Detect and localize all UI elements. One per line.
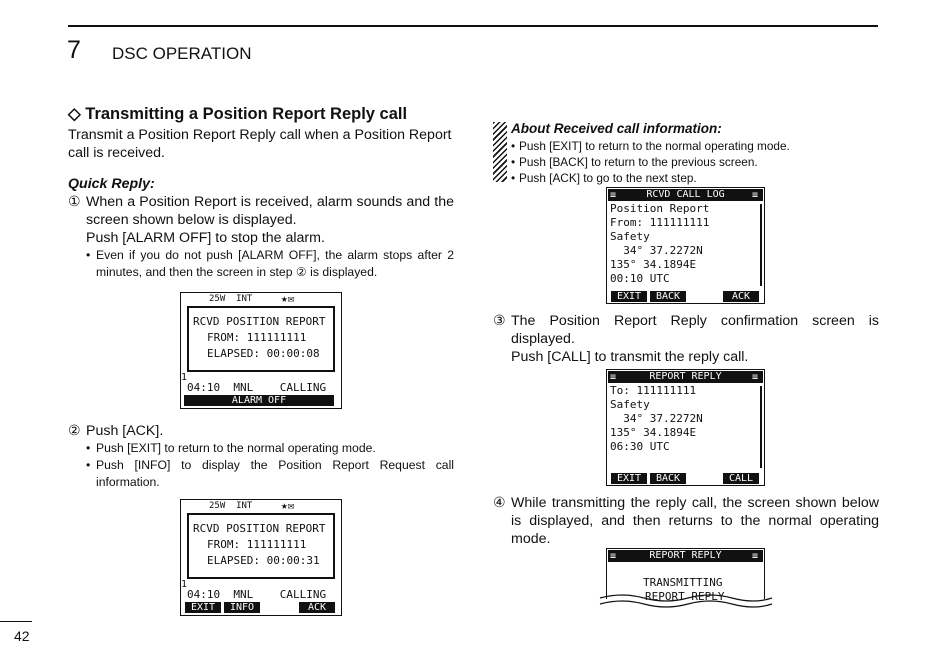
section-title: ◇ Transmitting a Position Report Reply call: [68, 105, 408, 123]
left-column-lower: [68, 422, 454, 491]
note-block: About Received call information: • Push [EXIT] to return to the normal operating mode. • Push [BACK] to return to the previous screen. • Push [ACK] to go to the next step.: [493, 120, 879, 186]
screen-title-bar: REPORT REPLY: [608, 371, 763, 383]
exit-softkey: EXIT: [185, 602, 221, 613]
quick-reply-heading: Quick Reply:: [68, 176, 155, 192]
back-softkey: BACK: [650, 291, 686, 302]
ack-softkey: ACK: [299, 602, 335, 613]
step-3-block: ③ The Position Report Reply confirmation screen is displayed. Push [CALL] to transmit the reply call.: [493, 313, 879, 365]
step-1-bullet: • Even if you do not push [ALARM OFF], the alarm stops after 2 minutes, and then the screen in step ② is displayed.: [86, 248, 454, 279]
scrollbar: [760, 386, 762, 468]
menu-icon: ≡: [610, 551, 617, 562]
chapter-number: 7: [67, 36, 81, 64]
step-4-block: ④ While transmitting the reply call, the screen shown below is displayed, and then returns to the normal operating mode.: [493, 495, 879, 547]
menu-icon: ≡: [752, 372, 759, 383]
menu-icon: ≡: [610, 190, 617, 201]
scrollbar: [760, 204, 762, 286]
lcd-screen-transmitting: REPORT REPLY ≡ ≡ TRANSMITTING REPORT REPLY: [606, 548, 765, 599]
star-mail-icon: ★✉: [281, 499, 295, 512]
exit-softkey: EXIT: [611, 291, 647, 302]
menu-icon: ≡: [752, 190, 759, 201]
step-2: ② Push [ACK]. • Push [EXIT] to return to the normal operating mode. • Push [INFO] to display the Position Report Request call information.: [68, 423, 454, 489]
lcd-screen-call-log: RCVD CALL LOG ≡ ≡ Position Report From: 111111111 Safety 34° 37.2272N 135° 34.1894E 00:10 UTC EXIT BACK ACK: [606, 187, 765, 304]
menu-icon: ≡: [752, 551, 759, 562]
alarm-off-softkey: ALARM OFF: [184, 395, 334, 406]
lcd-screen-report-reply: REPORT REPLY ≡ ≡ To: 111111111 Safety 34° 37.2272N 135° 34.1894E 06:30 UTC EXIT BACK CALL: [606, 369, 765, 486]
screen-title-bar: REPORT REPLY: [608, 550, 763, 562]
note-title: About Received call information:: [511, 121, 722, 136]
left-column: [68, 104, 454, 281]
torn-edge-icon: [598, 594, 774, 610]
page-rule: [0, 621, 32, 622]
header-rule: [68, 25, 878, 27]
step-1-text: When a Position Report is received, alarm sounds and the screen shown below is displayed.: [86, 194, 454, 228]
note-hatch-icon: [493, 122, 507, 182]
ack-softkey: ACK: [723, 291, 759, 302]
info-softkey: INFO: [224, 602, 260, 613]
lcd-screen-ack: 25W INT ★✉ RCVD POSITION REPORT FROM: 111111111 ELAPSED: 00:00:31 1 04:10 MNL CALLING EXIT INFO ACK: [180, 499, 342, 616]
chapter-title: DSC OPERATION: [112, 44, 252, 63]
exit-softkey: EXIT: [611, 473, 647, 484]
star-mail-icon: ★✉: [281, 292, 295, 305]
lcd-screen-alarm: 25W INT ★✉ RCVD POSITION REPORT FROM: 111111111 ELAPSED: 00:00:08 1 04:10 MNL CALLING ALARM OFF: [180, 292, 342, 409]
back-softkey: BACK: [650, 473, 686, 484]
call-softkey: CALL: [723, 473, 759, 484]
page-number: 42: [14, 628, 30, 644]
intro-text: Transmit a Position Report Reply call when a Position Report call is received.: [68, 127, 452, 161]
menu-icon: ≡: [610, 372, 617, 383]
step-1-push: Push [ALARM OFF] to stop the alarm.: [86, 230, 325, 246]
step-1: ① When a Position Report is received, alarm sounds and the screen shown below is displayed. Push [ALARM OFF] to stop the alarm. • Even if you do not push [ALARM OFF], the alarm stops after 2 minutes, and then the screen in step ② is displayed.: [68, 194, 454, 279]
screen-title-bar: RCVD CALL LOG: [608, 189, 763, 201]
